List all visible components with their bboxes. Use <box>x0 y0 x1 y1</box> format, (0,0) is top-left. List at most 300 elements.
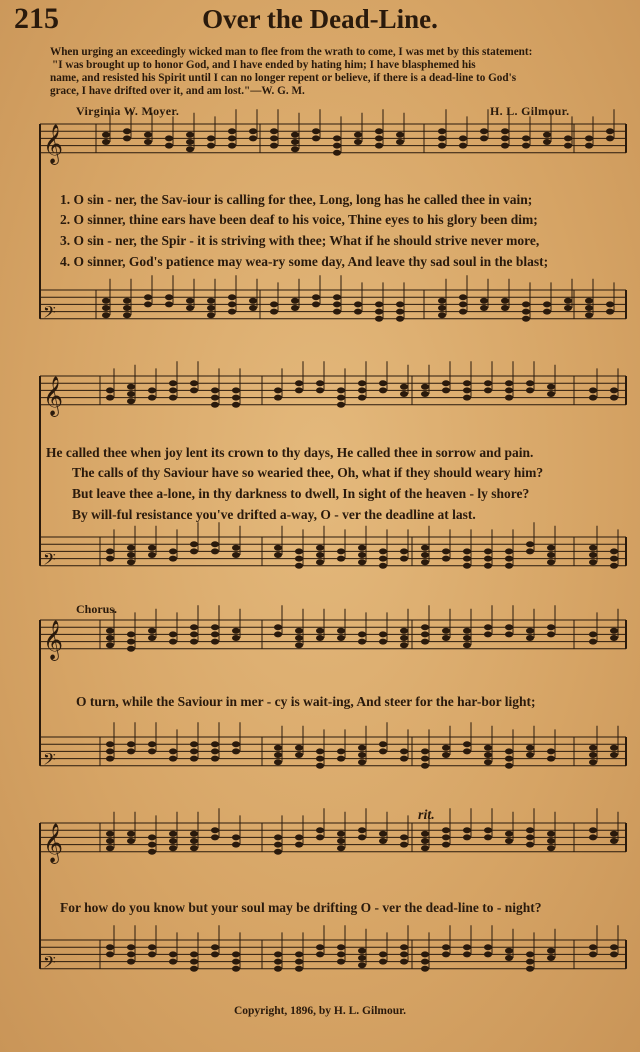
chorus-line-2: For how do you know but your soul may be drifting O - ver the dead-line to - night? <box>60 900 542 915</box>
note-head <box>505 563 513 569</box>
note-head <box>547 831 555 837</box>
note-head <box>295 842 303 848</box>
note-head <box>585 135 593 141</box>
note-head <box>543 309 551 315</box>
note-head <box>312 128 320 134</box>
note-head <box>610 951 618 957</box>
note-head <box>211 944 219 950</box>
note-head <box>505 948 513 954</box>
note-head <box>274 966 282 972</box>
note-head <box>526 745 534 751</box>
note-head <box>438 128 446 134</box>
note-head <box>421 959 429 965</box>
note-head <box>505 387 513 393</box>
note-head <box>463 387 471 393</box>
note-head <box>228 143 236 149</box>
note-head <box>442 380 450 386</box>
verse-4-line-b: By will-ful resistance you've drifted a-way, O - ver the deadline at last. <box>72 507 476 522</box>
note-head <box>459 309 467 315</box>
note-head <box>295 635 303 641</box>
note-head <box>207 312 215 318</box>
note-head <box>421 631 429 637</box>
note-head <box>102 298 110 304</box>
note-head <box>337 387 345 393</box>
note-head <box>274 395 282 401</box>
note-head <box>148 741 156 747</box>
note-head <box>190 951 198 957</box>
note-head <box>463 635 471 641</box>
note-head <box>505 831 513 837</box>
note-head <box>337 548 345 554</box>
note-head <box>148 387 156 393</box>
verse-1-line-a: 1. O sin - ner, the Sav-iour is calling for thee, Long, long has he called thee in vain; <box>60 192 533 207</box>
note-head <box>354 301 362 307</box>
note-head <box>442 752 450 758</box>
note-head <box>379 951 387 957</box>
note-head <box>249 135 257 141</box>
note-head <box>358 752 366 758</box>
note-head <box>169 748 177 754</box>
note-head <box>505 548 513 554</box>
note-head <box>610 563 618 569</box>
note-head <box>123 298 131 304</box>
note-head <box>421 951 429 957</box>
note-head <box>127 384 135 390</box>
note-head <box>421 748 429 754</box>
note-head <box>106 635 114 641</box>
treble-clef-icon: 𝄞 <box>43 123 64 164</box>
note-head <box>610 838 618 844</box>
note-head <box>547 748 555 754</box>
note-head <box>564 143 572 149</box>
note-head <box>358 545 366 551</box>
note-head <box>484 563 492 569</box>
note-head <box>127 391 135 397</box>
note-head <box>438 298 446 304</box>
verse-1-line-b: He called thee when joy lent its crown to thy days, He called thee in sorrow and pain. <box>46 445 534 460</box>
note-head <box>106 741 114 747</box>
note-head <box>211 827 219 833</box>
note-head <box>337 556 345 562</box>
note-head <box>501 298 509 304</box>
note-head <box>333 150 341 156</box>
note-head <box>337 951 345 957</box>
note-head <box>211 951 219 957</box>
note-head <box>522 301 530 307</box>
note-head <box>375 143 383 149</box>
note-head <box>211 748 219 754</box>
note-head <box>316 628 324 634</box>
bass-clef-icon: 𝄢 <box>43 301 56 326</box>
note-head <box>337 845 345 851</box>
note-head <box>228 294 236 300</box>
note-head <box>442 951 450 957</box>
note-head <box>589 834 597 840</box>
note-head <box>148 628 156 634</box>
note-head <box>610 944 618 950</box>
note-head <box>127 748 135 754</box>
note-head <box>421 545 429 551</box>
note-head <box>169 631 177 637</box>
note-head <box>316 380 324 386</box>
note-head <box>358 380 366 386</box>
note-head <box>106 831 114 837</box>
note-head <box>379 959 387 965</box>
note-head <box>564 135 572 141</box>
note-head <box>291 139 299 145</box>
note-head <box>379 387 387 393</box>
note-head <box>421 838 429 844</box>
note-head <box>211 402 219 408</box>
note-head <box>526 834 534 840</box>
note-head <box>526 959 534 965</box>
note-head <box>564 298 572 304</box>
note-head <box>589 827 597 833</box>
note-head <box>547 624 555 630</box>
intro-line: "I was brought up to honor God, and I have ended by hating him; I have blasphemed his <box>52 59 476 71</box>
note-head <box>295 966 303 972</box>
note-head <box>463 944 471 950</box>
note-head <box>442 548 450 554</box>
note-head <box>438 305 446 311</box>
note-head <box>400 556 408 562</box>
note-head <box>186 305 194 311</box>
note-head <box>144 294 152 300</box>
copyright: Copyright, 1896, by H. L. Gilmour. <box>233 1005 407 1017</box>
note-head <box>274 545 282 551</box>
note-head <box>589 759 597 765</box>
note-head <box>526 966 534 972</box>
note-head <box>505 624 513 630</box>
note-head <box>270 128 278 134</box>
note-head <box>337 944 345 950</box>
note-head <box>106 756 114 762</box>
chorus-line-1: O turn, while the Saviour in mer - cy is wait-ing, And steer for the har-bor light; <box>76 694 536 709</box>
verse-2-line-a: 2. O sinner, thine ears have been deaf to his voice, Thine eyes to his glory been dim; <box>60 212 538 227</box>
note-head <box>610 556 618 562</box>
note-head <box>274 552 282 558</box>
note-head <box>379 548 387 554</box>
note-head <box>127 959 135 965</box>
note-head <box>106 628 114 634</box>
note-head <box>312 294 320 300</box>
note-head <box>274 834 282 840</box>
note-head <box>480 298 488 304</box>
note-head <box>232 951 240 957</box>
note-head <box>379 831 387 837</box>
note-head <box>463 834 471 840</box>
note-head <box>169 838 177 844</box>
note-head <box>459 294 467 300</box>
note-head <box>106 387 114 393</box>
note-head <box>127 639 135 645</box>
note-head <box>463 642 471 648</box>
note-head <box>232 387 240 393</box>
note-head <box>400 834 408 840</box>
note-head <box>501 305 509 311</box>
note-head <box>127 838 135 844</box>
note-head <box>127 831 135 837</box>
note-head <box>232 834 240 840</box>
note-head <box>421 845 429 851</box>
note-head <box>463 628 471 634</box>
note-head <box>337 959 345 965</box>
note-head <box>148 849 156 855</box>
note-head <box>442 387 450 393</box>
note-head <box>316 552 324 558</box>
note-head <box>312 301 320 307</box>
note-head <box>358 387 366 393</box>
note-head <box>354 309 362 315</box>
note-head <box>421 391 429 397</box>
verse-2-line-b: The calls of thy Saviour have so wearied thee, Oh, what if they should weary him? <box>72 465 544 480</box>
note-head <box>291 298 299 304</box>
note-head <box>606 301 614 307</box>
note-head <box>211 624 219 630</box>
note-head <box>421 763 429 769</box>
note-head <box>148 834 156 840</box>
note-head <box>589 395 597 401</box>
note-head <box>400 384 408 390</box>
note-head <box>316 635 324 641</box>
note-head <box>148 944 156 950</box>
treble-clef-icon: 𝄞 <box>43 822 64 863</box>
note-head <box>379 639 387 645</box>
note-head <box>190 639 198 645</box>
note-head <box>127 944 135 950</box>
note-head <box>484 752 492 758</box>
note-head <box>337 748 345 754</box>
note-head <box>484 944 492 950</box>
note-head <box>505 631 513 637</box>
note-head <box>484 951 492 957</box>
note-head <box>379 741 387 747</box>
note-head <box>526 548 534 554</box>
note-head <box>501 143 509 149</box>
note-head <box>459 301 467 307</box>
note-head <box>190 541 198 547</box>
note-head <box>232 959 240 965</box>
note-head <box>442 827 450 833</box>
note-head <box>589 944 597 950</box>
note-head <box>148 395 156 401</box>
note-head <box>169 845 177 851</box>
note-head <box>127 646 135 652</box>
note-head <box>610 635 618 641</box>
bass-clef-icon: 𝄢 <box>43 748 56 773</box>
note-head <box>232 395 240 401</box>
chorus-label: Chorus. <box>76 602 118 616</box>
note-head <box>547 391 555 397</box>
tempo-mark: rit. <box>418 808 435 823</box>
note-head <box>421 384 429 390</box>
note-head <box>123 305 131 311</box>
note-head <box>606 135 614 141</box>
note-head <box>144 301 152 307</box>
note-head <box>442 635 450 641</box>
note-head <box>400 951 408 957</box>
note-head <box>295 642 303 648</box>
note-head <box>463 748 471 754</box>
note-head <box>396 316 404 322</box>
note-head <box>459 135 467 141</box>
note-head <box>358 631 366 637</box>
note-head <box>333 309 341 315</box>
note-head <box>547 756 555 762</box>
note-head <box>396 132 404 138</box>
note-head <box>547 631 555 637</box>
note-head <box>274 624 282 630</box>
note-head <box>421 756 429 762</box>
note-head <box>354 139 362 145</box>
lyricist-credit: Virginia W. Moyer. <box>76 104 180 118</box>
note-head <box>190 966 198 972</box>
note-head <box>169 756 177 762</box>
note-head <box>144 139 152 145</box>
note-head <box>106 748 114 754</box>
note-head <box>316 763 324 769</box>
note-head <box>190 380 198 386</box>
note-head <box>522 309 530 315</box>
note-head <box>169 639 177 645</box>
note-head <box>295 563 303 569</box>
note-head <box>169 380 177 386</box>
note-head <box>144 132 152 138</box>
note-head <box>522 143 530 149</box>
note-head <box>274 387 282 393</box>
note-head <box>232 842 240 848</box>
note-head <box>400 842 408 848</box>
note-head <box>274 842 282 848</box>
note-head <box>270 143 278 149</box>
note-head <box>102 312 110 318</box>
note-head <box>484 556 492 562</box>
note-head <box>547 955 555 961</box>
note-head <box>610 387 618 393</box>
note-head <box>375 128 383 134</box>
note-head <box>165 294 173 300</box>
note-head <box>316 944 324 950</box>
note-head <box>522 135 530 141</box>
note-head <box>270 301 278 307</box>
note-head <box>316 559 324 565</box>
intro-line: name, and resisted his Spirit until I can no longer repent or believe, if there is a dead-line to God's <box>50 72 517 84</box>
note-head <box>505 395 513 401</box>
note-head <box>169 556 177 562</box>
note-head <box>337 395 345 401</box>
note-head <box>232 402 240 408</box>
note-head <box>295 548 303 554</box>
note-head <box>148 545 156 551</box>
note-head <box>610 628 618 634</box>
note-head <box>585 305 593 311</box>
note-head <box>358 834 366 840</box>
note-head <box>505 756 513 762</box>
note-head <box>484 387 492 393</box>
note-head <box>127 545 135 551</box>
note-head <box>211 834 219 840</box>
note-head <box>249 128 257 134</box>
note-head <box>484 745 492 751</box>
note-head <box>484 631 492 637</box>
note-head <box>589 951 597 957</box>
note-head <box>379 838 387 844</box>
note-head <box>333 301 341 307</box>
note-head <box>421 559 429 565</box>
note-head <box>379 563 387 569</box>
note-head <box>207 143 215 149</box>
note-head <box>123 135 131 141</box>
note-head <box>148 635 156 641</box>
note-head <box>106 548 114 554</box>
verse-4-line-a: 4. O sinner, God's patience may wea-ry some day, And leave thy sad soul in the blast; <box>60 254 549 269</box>
note-head <box>522 316 530 322</box>
note-head <box>400 959 408 965</box>
note-head <box>291 305 299 311</box>
note-head <box>211 639 219 645</box>
note-head <box>400 628 408 634</box>
note-head <box>211 756 219 762</box>
note-head <box>295 745 303 751</box>
note-head <box>232 966 240 972</box>
note-head <box>106 944 114 950</box>
note-head <box>379 380 387 386</box>
note-head <box>547 559 555 565</box>
bass-clef-icon: 𝄢 <box>43 548 56 573</box>
note-head <box>526 951 534 957</box>
note-head <box>358 395 366 401</box>
note-head <box>127 559 135 565</box>
note-head <box>190 631 198 637</box>
note-head <box>270 135 278 141</box>
note-head <box>505 838 513 844</box>
note-head <box>463 548 471 554</box>
note-head <box>333 294 341 300</box>
note-head <box>400 642 408 648</box>
note-head <box>543 301 551 307</box>
note-head <box>589 639 597 645</box>
note-head <box>295 959 303 965</box>
note-head <box>396 139 404 145</box>
note-head <box>358 745 366 751</box>
note-head <box>295 752 303 758</box>
note-head <box>211 741 219 747</box>
note-head <box>190 831 198 837</box>
note-head <box>589 545 597 551</box>
note-head <box>337 628 345 634</box>
note-head <box>228 309 236 315</box>
note-head <box>102 132 110 138</box>
note-head <box>169 387 177 393</box>
note-head <box>337 635 345 641</box>
note-head <box>358 639 366 645</box>
note-head <box>480 128 488 134</box>
note-head <box>505 955 513 961</box>
note-head <box>190 959 198 965</box>
hymn-number: 215 <box>14 2 59 35</box>
note-head <box>291 132 299 138</box>
note-head <box>211 387 219 393</box>
note-head <box>547 545 555 551</box>
note-head <box>354 132 362 138</box>
note-head <box>585 143 593 149</box>
note-head <box>106 642 114 648</box>
note-head <box>270 309 278 315</box>
note-head <box>484 624 492 630</box>
note-head <box>358 948 366 954</box>
note-head <box>274 849 282 855</box>
note-head <box>169 951 177 957</box>
